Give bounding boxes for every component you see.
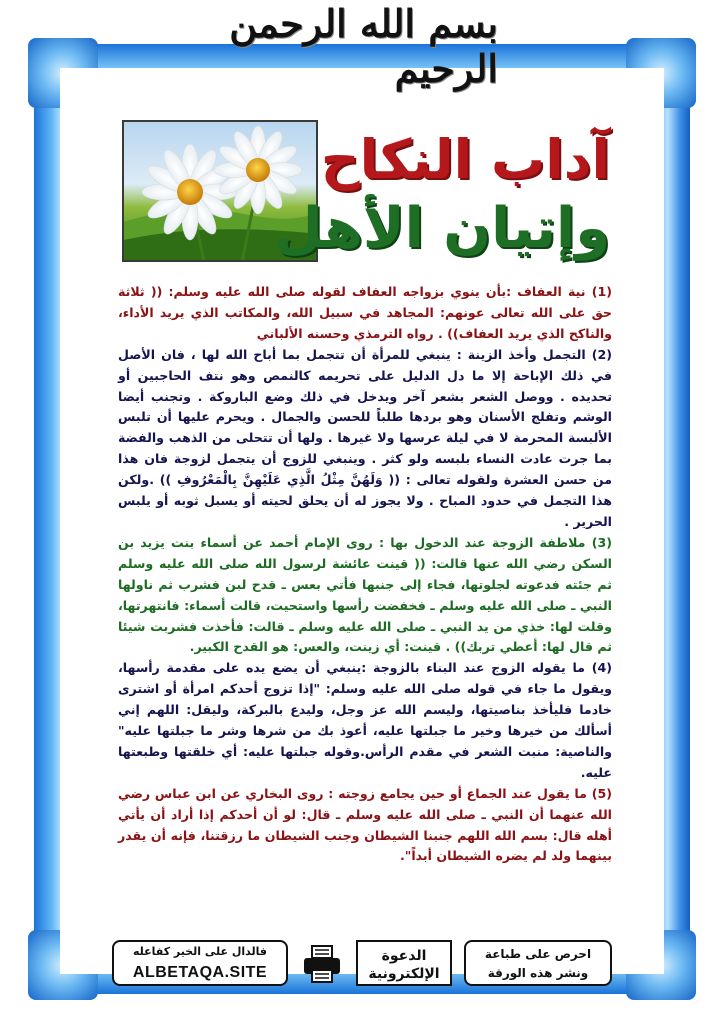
paragraph-heading: نية العفاف [517,284,586,299]
footer-logo-line-1: الدعوة [381,948,427,964]
printer-icon [300,944,344,984]
footer-bar [112,940,612,988]
paragraph-heading: ملاطفة الزوجة عند الدخول بها [390,534,586,550]
article-body [118,282,612,867]
paragraph-heading: ما يقول عند الجماع أو حين يجامع زوجته [338,785,587,801]
footer-website-box[interactable] [112,940,288,986]
paragraph-number: (3) [591,534,612,550]
footer-print-note [464,940,612,986]
paragraph-text: :ينبغي أن يضع يده على مقدمة رأسها، ويقول ما جاء في قوله صلى الله عليه وسلم: "إذا تزوج أحدكم امرأة أو اشترى خادما فليأخذ بناصيتها، وليسم الله عز وجل، وليدع بالبركة، وليقل: اللهم إني أسألك من خيرها وخير ما جبلتها عليه، أعوذ بك من شرها وشر ما جبلتها عليه" والناصية: منبت الشعر في مقدم الرأس.وقوله جبلتها عليه: أي خلقتها وطبعتها عليه. [118,660,612,780]
footer-note-line-1: احرص على طباعة [484,947,592,961]
paragraph-number: (4) [591,660,612,676]
paragraph-text: : ينبغي للمرأة أن تتجمل بما أباح الله لها ، فان الأصل في ذلك الإباحة إلا ما دل الدليل على تحريمه كالنمص وهو نتف الحاجبين أو تحديده . ووصل الشعر بشعر آخر ويدخل في ذلك وضع الباروكة . وتجنب أيضا الوشم وتفلج الأسنان وهو بردها طلباً للحسن والجمال . ويحرم عليها أن تلبس الألبسة المحرمة لا في ليلة عرسها ولا غيرها . ولها أن تتحلى من الذهب والفضة بما جرت عادت النساء بلبسه ولو كثر . وينبغي للزوج أن يتجمل لزوجة فان هذا من حسن العشرة ولقوله تعالى : (( وَلَهُنَّ مِثْلُ الَّذِي عَلَيْهِنَّ بِالْمَعْرُوفِ )) .ولكن هذا التجمل في حدود المباح . ولا يجوز له أن يحلق لحيته أو يسبل ثوبه أو يلبس الحرير . [118,346,612,529]
paragraph-heading: التجمل وأخذ الزينة [467,346,586,362]
page-title-line-1: آداب النكاح [320,128,610,191]
paragraph-1 [118,282,612,345]
paragraph-number: (2) [591,346,612,362]
footer-website-url[interactable]: ALBETAQA.SITE [132,964,268,981]
paragraph-text: : روى الإمام أحمد عن أسماء بنت يزيد بن السكن رضي الله عنها قالت: (( قينت عائشة لرسول الله صلى الله عليه وسلم ثم جئته فدعوته لجلوتها، فجاء إلى جنبها فأتي بعس ـ قدح لبن فشرب ثم ناولها النبي ـ صلى الله عليه وسلم ـ فخفضت رأسها واستحيت، قالت أسماء: فانتهرتها، وقلت لها: خذي من يد النبي ـ صلى الله عليه وسلم ـ قالت: فأخذت فشربت شيئا ثم قال لها: أعطي تربك)) . قينت: أي زينت، والعس: هو القدح الكبير. [118,534,612,655]
paragraph-5 [118,784,612,868]
paragraph-2 [118,345,612,533]
basmala-calligraphy: بسم الله الرحمن الرحيم [229,1,498,91]
paragraph-text: :بأن ينوي بزواجه العفاف لقوله صلى الله عليه وسلم: (( ثلاثة حق على الله تعالى عونهم: المجاهد في سبيل الله، والمكاتب الذي يريد الأداء، والناكح الذي يريد العفاف)) . رواه الترمذي وحسنه الألباني [118,284,612,341]
paragraph-number: (1) [591,284,613,299]
paragraph-3 [118,533,612,658]
footer-logo [356,940,452,986]
page-title-line-2: وإتيان الأهل [274,196,610,261]
paragraph-4 [118,658,612,783]
paragraph-text: : روى البخاري عن ابن عباس رضي الله عنهما أن النبي ـ صلى الله عليه وسلم ـ قال: لو أن أحدكم إذا أراد أن يأتي أهله قال: بسم الله اللهم جنبنا الشيطان وجنب الشيطان ما رزقتنا، فإنه أن يقدر بينهما ولد لم يضره الشيطان أبداً". [118,785,612,864]
paragraph-number: (5) [591,785,613,801]
paragraph-heading: ما يقوله الزوج عند البناء بالزوجة [372,660,585,676]
footer-website-tagline: فالدال على الخير كفاعله [132,945,268,958]
footer-note-line-2: ونشر هذه الورقة [487,966,589,980]
footer-logo-line-2: الإلكترونية [368,966,440,982]
